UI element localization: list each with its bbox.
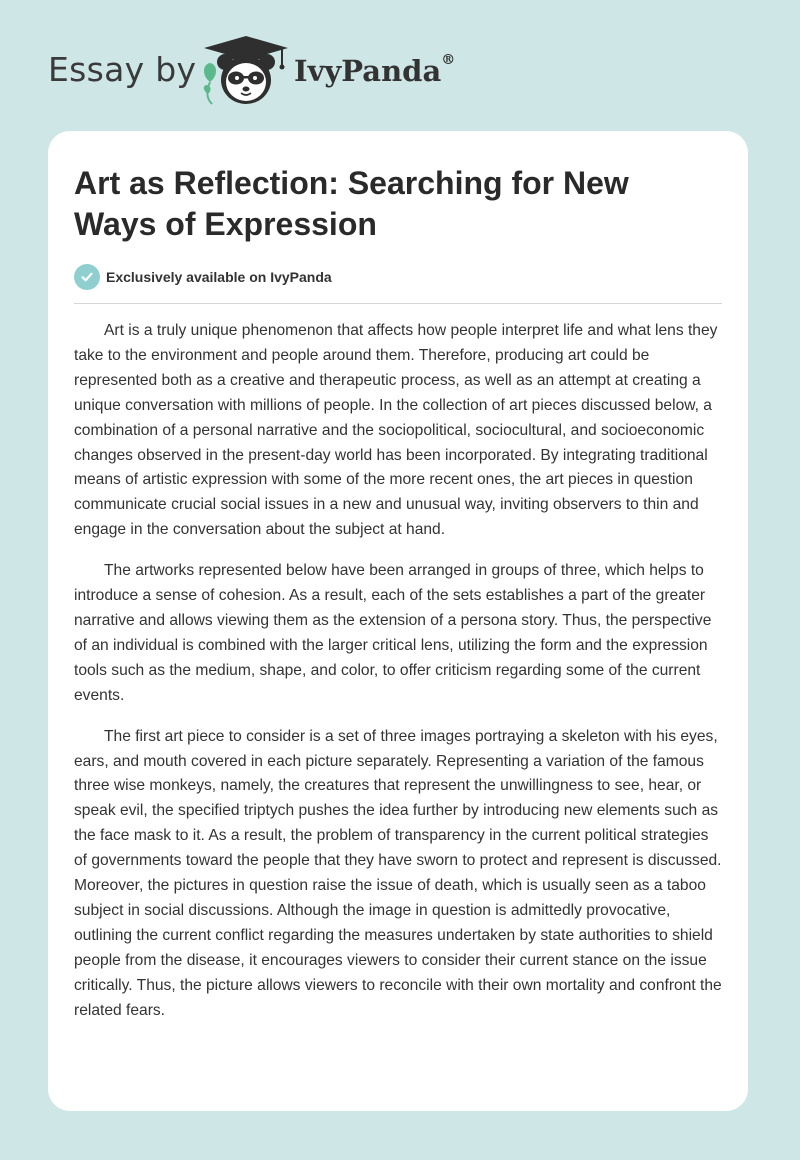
panda-graduate-logo-icon[interactable]	[198, 32, 294, 110]
registered-mark: ®	[441, 52, 456, 68]
exclusive-label: Exclusively available on IvyPanda	[106, 269, 332, 285]
paragraph: The artworks represented below have been arranged in groups of three, which helps to introduce a sense of cohesion. As a result, each of the sets establishes a part of the greater narrative and allows viewing them as the extension of a persona story. Thus, the perspective of an individual is combined with the larger critical lens, utilizing the form and the expression tools such as the medium, shape, and color, to offer criticism regarding some of the current events.	[74, 562, 712, 704]
exclusive-badge	[74, 264, 332, 290]
divider	[74, 303, 722, 304]
essay-by-label: Essay by	[48, 50, 197, 89]
essay-card	[48, 131, 748, 1111]
essay-body	[74, 319, 724, 1039]
check-circle-icon	[74, 264, 100, 290]
paragraph: The first art piece to consider is a set of three images portraying a skeleton with his eyes, ears, and mouth covered in each picture separately. Representing a variation of the famous three wise monkeys, namely, the creatures that represent the unwillingness to see, hear, or speak evil, the specified triptych pushes the idea further by introducing new elements such as the face mask to it. As a result, the problem of transparency in the current political strategies of governments toward the people that they have sworn to protect and represent is discussed. Moreover, the pictures in question raise the issue of death, which is usually seen as a taboo subject in social discussions. Although the image in question is admittedly provocative, outlining the current conflict regarding the measures undertaken by state authorities to shield people from the disease, it encourages viewers to consider their current stance on the issue critically. Thus, the picture allows viewers to reconcile with their own mortality and confront the related fears.	[74, 727, 722, 1019]
page-title: Art as Reflection: Searching for New Ways of Expression	[74, 165, 629, 242]
paragraph: Art is a truly unique phenomenon that affects how people interpret life and what lens they take to the environment and people around them. Therefore, producing art could be represented both as a creative and therapeutic process, as well as an attempt at creating a unique conversation with millions of people. In the collection of art pieces discussed below, a combination of a personal narrative and the sociopolitical, sociocultural, and socioeconomic changes observed in the present-day world has been incorporated. By integrating traditional means of artistic expression with some of the more recent ones, the art pieces in question communicate crucial social issues in a new and unusual way, inviting observers to thin and engage in the conversation about the subject at hand.	[74, 322, 718, 539]
brand-name[interactable]: IvyPanda®	[294, 52, 456, 88]
ivy-leaf-icon	[204, 63, 216, 104]
site-header	[0, 0, 800, 130]
